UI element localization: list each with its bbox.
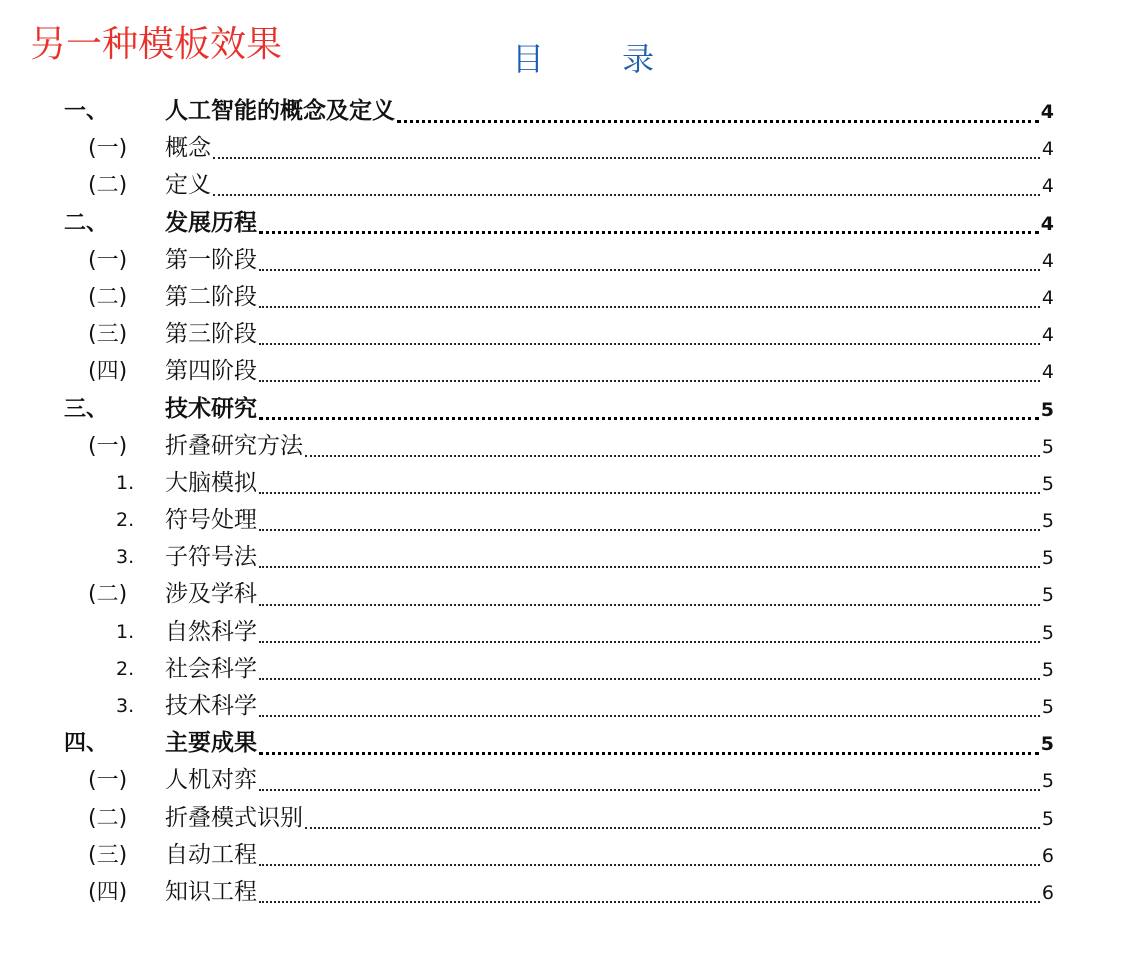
dot-leader	[259, 564, 1040, 568]
toc-entry-line	[165, 874, 1054, 912]
dot-leader	[259, 527, 1040, 531]
toc-entry-line	[165, 688, 1054, 726]
toc-entry-title: 技术科学	[165, 693, 257, 719]
toc-entry-title: 第一阶段	[165, 246, 257, 273]
toc-entry-number: 3.	[116, 695, 135, 717]
toc-entry-title: 知识工程	[165, 878, 257, 905]
toc-entry-number: (一)	[88, 768, 128, 794]
toc-entry-number: 一、	[64, 99, 109, 124]
toc-entry[interactable]	[0, 725, 1140, 762]
toc-entry-page: 5	[1041, 658, 1054, 681]
toc-entry-page: 4	[1041, 175, 1054, 198]
toc-entry-number: (四)	[88, 879, 128, 905]
toc-entry-line	[165, 130, 1054, 168]
toc-entry[interactable]	[0, 316, 1140, 353]
toc-entry-line	[165, 167, 1054, 205]
toc-entry-line	[165, 428, 1054, 466]
toc-entry-page: 5	[1041, 807, 1054, 830]
toc-entry-line	[165, 316, 1054, 354]
toc-entry-title: 自动工程	[165, 841, 257, 868]
toc-entry[interactable]	[0, 762, 1140, 799]
toc-entry-line	[165, 391, 1054, 429]
toc-entry-page: 4	[1040, 212, 1054, 235]
dot-leader	[259, 341, 1040, 345]
toc-entry-number: 二、	[64, 210, 109, 236]
toc-entry-number: (二)	[88, 284, 128, 310]
toc-entry-number: 1.	[116, 471, 135, 494]
toc-entry-title: 自然科学	[165, 618, 257, 645]
toc-entry-line	[165, 205, 1054, 243]
toc-entry-page: 6	[1041, 881, 1054, 904]
dot-leader	[213, 192, 1040, 196]
toc-entry-number: 2.	[116, 509, 135, 532]
dot-leader	[305, 825, 1040, 829]
dot-leader	[259, 750, 1039, 755]
dot-leader	[213, 155, 1040, 159]
toc-entry-title: 子符号法	[165, 544, 257, 571]
toc-entry-title: 大脑模拟	[165, 469, 257, 496]
toc-entry-number: (一)	[88, 247, 128, 273]
toc-entry-line	[165, 651, 1054, 689]
toc-entry-number: (一)	[88, 136, 128, 162]
toc-entry-number: 2.	[116, 657, 135, 680]
toc-entry-title: 技术研究	[165, 395, 257, 422]
toc-entry-title: 社会科学	[165, 655, 257, 682]
toc-entry-number: (三)	[88, 842, 128, 868]
toc-entry[interactable]	[0, 391, 1140, 428]
toc-entry-line	[165, 576, 1054, 614]
dot-leader	[259, 787, 1040, 791]
toc-entry-page: 4	[1041, 324, 1054, 347]
dot-leader	[259, 415, 1039, 420]
toc-entry-line	[165, 837, 1054, 875]
toc-entry-number: (一)	[88, 433, 128, 459]
toc-entry-number: (三)	[88, 322, 128, 348]
toc-entry-title: 涉及学科	[165, 581, 257, 608]
toc-entry-title: 折叠研究方法	[165, 432, 303, 459]
toc-entry-page: 4	[1041, 361, 1054, 384]
toc-entry-page: 4	[1041, 249, 1054, 272]
toc-entry-number: (二)	[88, 173, 128, 199]
table-of-contents	[0, 93, 1140, 911]
toc-entry-title: 第三阶段	[165, 321, 257, 348]
dot-leader	[259, 229, 1039, 234]
toc-entry[interactable]	[0, 242, 1140, 279]
toc-entry-title: 定义	[165, 172, 211, 199]
toc-entry-title: 主要成果	[165, 730, 257, 757]
toc-entry-page: 4	[1041, 286, 1054, 309]
toc-entry-number: (二)	[88, 805, 128, 831]
toc-entry-number: 1.	[116, 620, 135, 643]
toc-entry-page: 4	[1041, 138, 1054, 161]
toc-entry[interactable]	[0, 167, 1140, 204]
dot-leader	[397, 118, 1039, 123]
toc-entry[interactable]	[0, 279, 1140, 316]
toc-entry-page: 5	[1040, 398, 1054, 421]
toc-title: 目 录	[512, 40, 689, 78]
toc-entry[interactable]	[0, 837, 1140, 874]
toc-entry-title: 人工智能的概念及定义	[165, 98, 395, 124]
toc-entry-title: 第二阶段	[165, 283, 257, 310]
toc-entry-page: 5	[1041, 435, 1054, 458]
toc-entry-page: 5	[1041, 510, 1054, 533]
toc-entry[interactable]	[0, 428, 1140, 465]
toc-entry-page: 5	[1041, 621, 1054, 644]
toc-entry-number: 四、	[64, 731, 109, 757]
dot-leader	[259, 713, 1040, 717]
dot-leader	[259, 676, 1040, 680]
toc-entry-page: 4	[1040, 101, 1054, 123]
toc-entry-line	[165, 502, 1054, 540]
toc-entry-number: (四)	[88, 359, 128, 385]
dot-leader	[305, 453, 1040, 457]
toc-entry-page: 5	[1041, 472, 1054, 495]
toc-entry-page: 5	[1041, 696, 1054, 718]
toc-entry-line	[165, 279, 1054, 317]
toc-entry-title: 人机对弈	[165, 767, 257, 794]
toc-entry-line	[165, 93, 1054, 131]
toc-entry-title: 概念	[165, 135, 211, 162]
toc-entry-line	[165, 762, 1054, 800]
toc-entry-number: 3.	[116, 546, 135, 569]
toc-entry-line	[165, 800, 1054, 838]
toc-entry[interactable]	[0, 130, 1140, 167]
dot-leader	[259, 602, 1040, 606]
toc-entry-title: 第四阶段	[165, 358, 257, 385]
toc-entry[interactable]	[0, 874, 1140, 911]
dot-leader	[259, 267, 1040, 271]
toc-entry-page: 5	[1041, 547, 1054, 570]
toc-entry[interactable]	[0, 502, 1140, 539]
dot-leader	[259, 639, 1040, 643]
toc-entry-number: 三、	[64, 396, 109, 422]
toc-entry[interactable]	[0, 93, 1140, 130]
toc-entry-page: 5	[1041, 770, 1054, 793]
toc-entry[interactable]	[0, 353, 1140, 390]
toc-entry-page: 5	[1040, 733, 1054, 756]
annotation-label: 另一种模板效果	[30, 24, 283, 65]
toc-entry[interactable]	[0, 800, 1140, 837]
toc-entry[interactable]	[0, 539, 1140, 576]
dot-leader	[259, 490, 1040, 494]
toc-entry-page: 6	[1041, 844, 1054, 867]
toc-entry-title: 符号处理	[165, 507, 257, 534]
dot-leader	[259, 304, 1040, 308]
dot-leader	[259, 378, 1040, 382]
toc-entry[interactable]	[0, 465, 1140, 502]
toc-entry-line	[165, 353, 1054, 391]
dot-leader	[259, 862, 1040, 866]
toc-entry-line	[165, 242, 1054, 280]
toc-entry-line	[165, 725, 1054, 763]
toc-entry-title: 折叠模式识别	[165, 804, 303, 831]
toc-entry-title: 发展历程	[165, 209, 257, 236]
toc-entry-number: (二)	[88, 582, 128, 608]
toc-entry-line	[165, 539, 1054, 577]
toc-entry[interactable]	[0, 614, 1140, 651]
toc-entry-line	[165, 614, 1054, 652]
dot-leader	[259, 899, 1040, 903]
toc-entry[interactable]	[0, 688, 1140, 725]
toc-entry-page: 5	[1041, 584, 1054, 607]
toc-entry[interactable]	[0, 651, 1140, 688]
toc-entry[interactable]	[0, 576, 1140, 613]
toc-entry[interactable]	[0, 205, 1140, 242]
toc-entry-line	[165, 465, 1054, 503]
